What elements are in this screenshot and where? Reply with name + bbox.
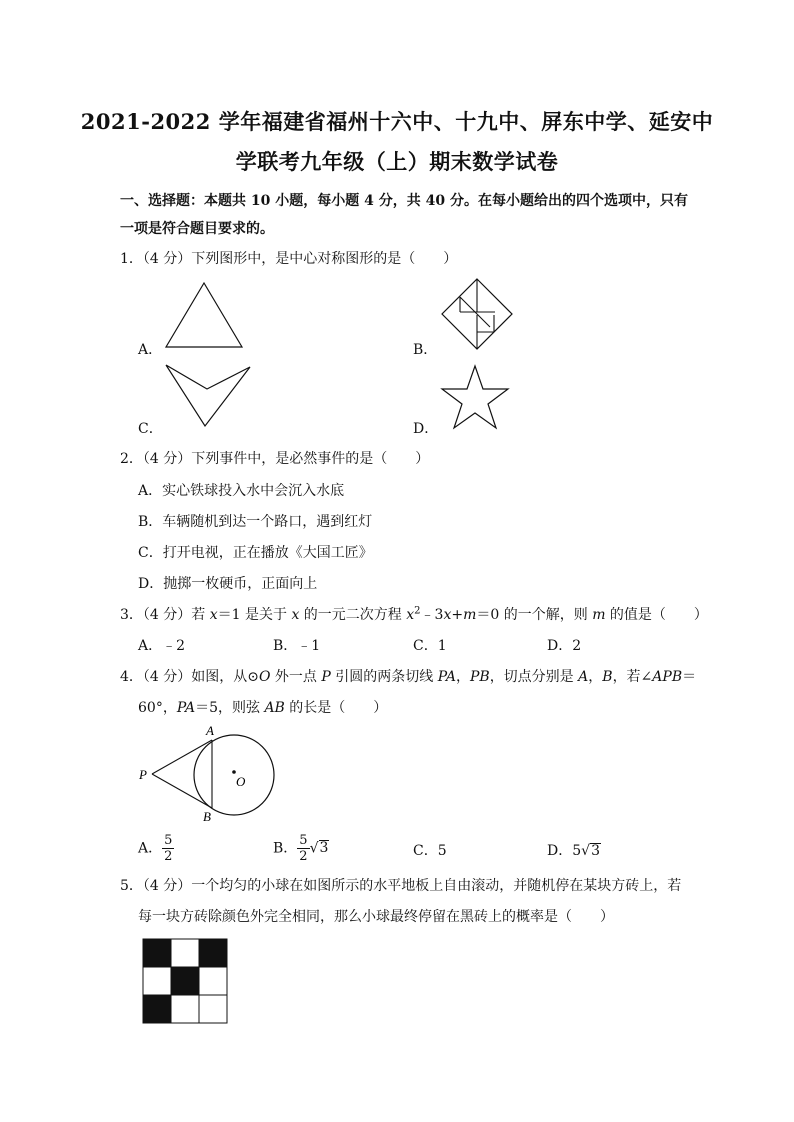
question-5-stem-line2: 每一块方砖除颜色外完全相同，那么小球最终停留在黑砖上的概率是（ ） <box>138 909 614 925</box>
star-figure <box>440 364 510 430</box>
triangle-figure <box>163 280 245 352</box>
chevron-figure <box>163 362 253 430</box>
question-4-stem-line1: 4．（4 分）如图，从⊙O 外一点 P 引圆的两条切线 PA，PB，切点分别是 A，B，若∠APB＝ <box>120 669 697 685</box>
circle-tangent-diagram <box>130 720 290 825</box>
white-tile <box>171 939 199 967</box>
fraction: $\frac{5}{2}$ <box>299 833 308 864</box>
question-2-stem: 2．（4 分）下列事件中，是必然事件的是（ ） <box>120 451 430 467</box>
white-tile <box>171 995 199 1023</box>
black-tile <box>143 995 171 1023</box>
svg-text:O: O <box>236 774 246 789</box>
q4-option-d: D．5√3 <box>547 843 600 859</box>
q4-option-c: C．5 <box>413 843 447 859</box>
exam-title-line1: 2021-2022 学年福建省福州十六中、十九中、屏东中学、延安中 <box>80 109 714 134</box>
q3-option-b: B．﹣1 <box>273 638 321 654</box>
section-instruction-line2: 一项是符合题目要求的。 <box>120 221 274 237</box>
black-tile <box>143 939 171 967</box>
svg-text:P: P <box>139 767 147 782</box>
question-3-stem: 3．（4 分）若 x＝1 是关于 x 的一元二次方程 $x^2﹣3x+m=0$ 的一个解，则 m 的值是（ ） <box>120 605 708 623</box>
q1-option-b-label: B． <box>413 342 438 358</box>
q4-option-a: A． $\frac{5}{2}$ <box>138 833 173 864</box>
white-tile <box>143 967 171 995</box>
fraction: $\frac{5}{2}$ <box>164 833 173 864</box>
section-instruction-line1: 一、选择题：本题共 10 小题，每小题 4 分，共 40 分。在每小题给出的四个选项中，只有 <box>120 193 688 209</box>
svg-text:B: B <box>203 809 211 824</box>
q1-option-c-label: C． <box>138 421 163 437</box>
q3-option-d: D．2 <box>547 638 582 654</box>
question-5-stem-line1: 5．（4 分）一个均匀的小球在如图所示的水平地板上自由滚动，并随机停在某块方砖上，若 <box>120 878 682 894</box>
svg-text:A: A <box>206 723 214 738</box>
black-tile <box>171 967 199 995</box>
q2-option-b: B．车辆随机到达一个路口，遇到红灯 <box>138 514 373 530</box>
tile-grid-figure <box>142 938 231 1027</box>
black-tile <box>199 939 227 967</box>
q4-option-b: B． $\frac{5}{2}$ √3 <box>273 833 329 864</box>
question-4-stem-line2: 60°，PA＝5，则弦 AB 的长是（ ） <box>138 700 388 716</box>
question-1-stem: 1．（4 分）下列图形中，是中心对称图形的是（ ） <box>120 251 458 267</box>
white-tile <box>199 967 227 995</box>
q1-option-a-label: A． <box>138 342 163 358</box>
pinwheel-square-figure <box>440 277 515 352</box>
exam-title-line2: 学联考九年级（上）期末数学试卷 <box>235 149 559 174</box>
q1-option-d-label: D． <box>413 421 439 437</box>
white-tile <box>199 995 227 1023</box>
q2-option-d: D．抛掷一枚硬币，正面向上 <box>138 576 318 592</box>
q3-option-c: C．1 <box>413 638 447 654</box>
q3-option-a: A．﹣2 <box>138 638 186 654</box>
q2-option-a: A．实心铁球投入水中会沉入水底 <box>138 483 345 499</box>
q2-option-c: C．打开电视，正在播放《大国工匠》 <box>138 545 373 561</box>
